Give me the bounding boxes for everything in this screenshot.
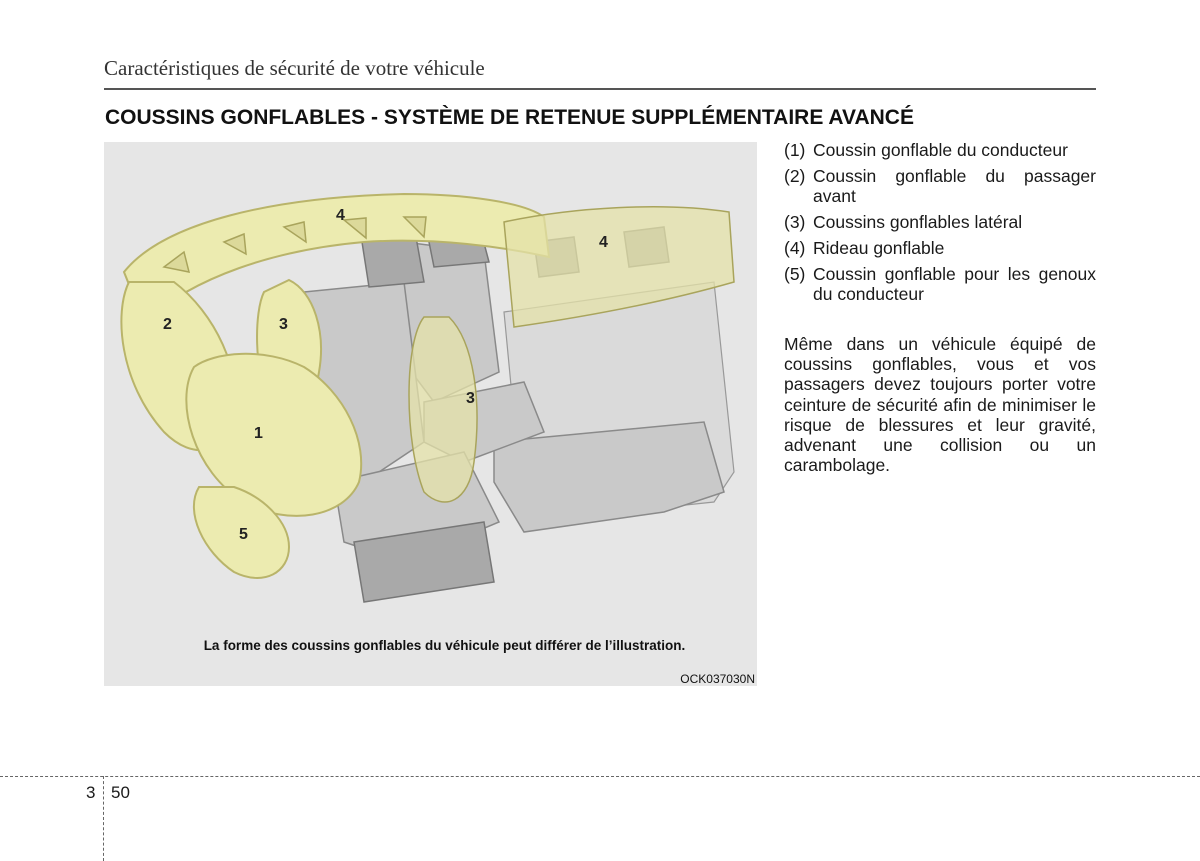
label-1: 1 <box>254 425 263 442</box>
figure-code: OCK037030N <box>680 672 755 686</box>
label-4-rear: 4 <box>599 234 608 251</box>
legend-number: (1) <box>784 140 806 160</box>
figure-caption: La forme des coussins gonflables du véhicule peut différer de l’illustration. <box>203 638 686 653</box>
airbag-diagram <box>104 142 757 686</box>
label-4-front: 4 <box>336 207 345 224</box>
airbag-illustration <box>104 142 757 686</box>
legend-text: Rideau gonflable <box>813 238 945 258</box>
page-number: 50 <box>111 783 130 802</box>
legend-item <box>784 264 1096 304</box>
seatbelt-warning-paragraph: Même dans un véhicule équipé de coussins gonflables, vous et vos passagers devez toujours porter votre ceinture de sécurité afin de minimiser le risque de blessures et leur gravité, advenant une collision ou un carambolage. <box>784 334 1096 476</box>
label-3-passenger: 3 <box>466 390 475 407</box>
page-title: COUSSINS GONFLABLES - SYSTÈME DE RETENUE SUPPLÉMENTAIRE AVANCÉ <box>105 106 914 129</box>
legend-text: Coussin gonflable pour les genoux du conducteur <box>813 264 1096 304</box>
legend-number: (5) <box>784 264 806 284</box>
section-header: Caractéristiques de sécurité de votre véhicule <box>104 56 485 80</box>
legend-number: (2) <box>784 166 806 186</box>
footer-vertical-divider <box>103 776 104 861</box>
footer-divider <box>0 776 1200 777</box>
driver-headrest <box>362 237 424 287</box>
legend-item <box>784 166 1096 206</box>
legend-text: Coussins gonflables latéral <box>813 212 1023 232</box>
chapter-number: 3 <box>86 783 96 802</box>
legend-text: Coussin gonflable du conducteur <box>813 140 1068 160</box>
legend-number: (4) <box>784 238 806 258</box>
legend-item <box>784 140 1096 160</box>
legend-text: Coussin gonflable du passager avant <box>813 166 1096 206</box>
legend-item <box>784 238 1096 258</box>
airbag-legend <box>784 140 1096 310</box>
label-5: 5 <box>239 526 248 543</box>
label-2: 2 <box>163 316 172 333</box>
legend-number: (3) <box>784 212 806 232</box>
legend-item <box>784 212 1096 232</box>
header-rule <box>104 88 1096 90</box>
label-3-front: 3 <box>279 316 288 333</box>
